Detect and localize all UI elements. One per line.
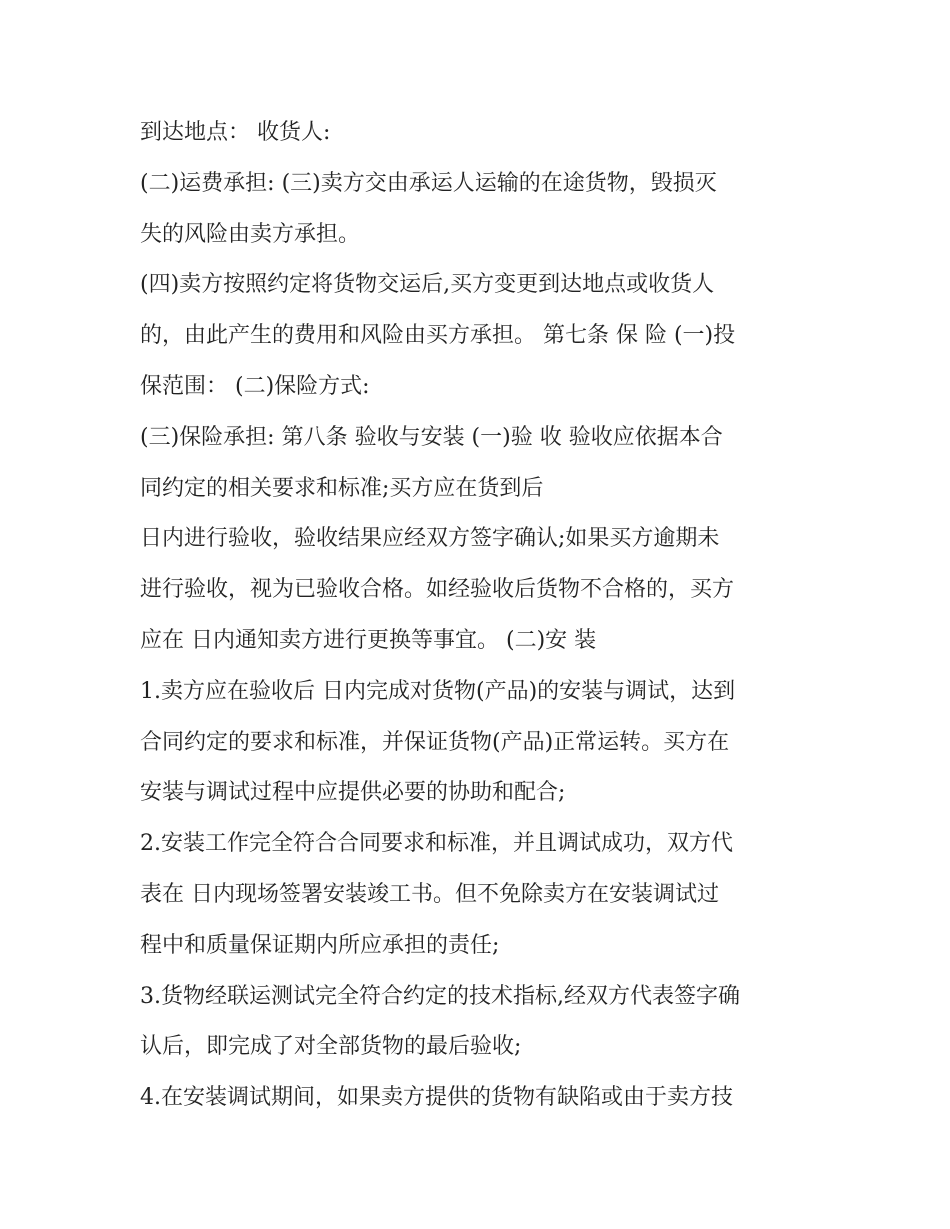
text-line: 程中和质量保证期内所应承担的责任; xyxy=(140,932,500,958)
text-line: 同约定的相关要求和标准;买方应在货到后 xyxy=(140,475,544,501)
text-line: 保范围： (二)保险方式: xyxy=(140,373,370,399)
text-line: 表在 日内现场签署安装竣工书。但不免除卖方在安装调试过 xyxy=(140,881,719,907)
text-line: 3.货物经联运测试完全符合约定的技术指标,经双方代表签字确 xyxy=(140,983,740,1009)
text-line: 安装与调试过程中应提供必要的协助和配合; xyxy=(140,780,566,806)
text-line: (四)卖方按照约定将货物交运后,买方变更到达地点或收货人 xyxy=(140,272,715,298)
text-line: 4.在安装调试期间，如果卖方提供的货物有缺陷或由于卖方技 xyxy=(140,1085,733,1111)
text-line: 2.安装工作完全符合合同要求和标准，并且调试成功，双方代 xyxy=(140,831,733,857)
text-line: 1.卖方应在验收后 日内完成对货物(产品)的安装与调试，达到 xyxy=(140,678,736,704)
text-line: 日内进行验收，验收结果应经双方签字确认;如果买方逾期未 xyxy=(140,526,720,552)
text-line: 认后，即完成了对全部货物的最后验收; xyxy=(140,1034,522,1060)
text-line: (三)保险承担: 第八条 验收与安装 (一)验 收 验收应依据本合 xyxy=(140,424,723,450)
document-body xyxy=(140,108,820,1124)
text-line: (二)运费承担: (三)卖方交由承运人运输的在途货物，毁损灭 xyxy=(140,170,717,196)
text-line: 的，由此产生的费用和风险由买方承担。 第七条 保 险 (一)投 xyxy=(140,323,736,349)
text-line: 进行验收，视为已验收合格。如经验收后货物不合格的，买方 xyxy=(140,577,735,603)
text-line: 到达地点： 收货人: xyxy=(140,120,331,145)
text-line: 合同约定的要求和标准，并保证货物(产品)正常运转。买方在 xyxy=(140,729,730,755)
text-line: 失的风险由卖方承担。 xyxy=(140,221,361,247)
text-line: 应在 日内通知卖方进行更换等事宜。 (二)安 装 xyxy=(140,627,597,653)
